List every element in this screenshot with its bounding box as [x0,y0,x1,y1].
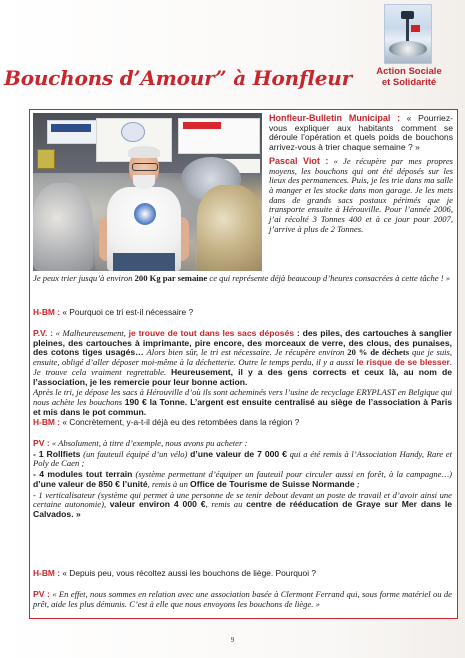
a2-t4: Alors bien sûr, le tri est nécessaire. Je récupère environ [143,347,348,358]
shrub-image [389,41,427,57]
a4-paragraph [33,590,452,609]
a2-t3: : des piles, des cartouches à sanglier pleines, des cartouches à imprimante, pire encore, des morceaux de verre, des clous, des punaises, des cotons tiges usagés… [33,328,452,358]
a3-i1a: - 1 Rollfiets [33,448,81,459]
a3-i2c: d’une valeur de 850 € l’unité [33,478,148,489]
a3-i1c: d’une valeur de 7 000 € [190,448,287,459]
a4-text: « En effet, nous sommes en relation avec une association basée à Clermont Ferrand qui, sous forme matériel ou de prêt, aide les plus démunis. C’est à elle que nous envoyons les bouchons de liège. » [33,589,452,609]
q3-paragraph [33,418,452,428]
a2-t11: 190 € la Tonne. L’argent est ensuite centralisé au siège de l’association à Paris et mis dans le pot commun. [33,396,452,417]
a3-i3c: , remis au [205,499,247,510]
shirt-print [134,203,156,225]
q2-text: « Pourquoi ce tri est-il nécessaire ? [62,307,194,317]
q4-paragraph [33,569,452,579]
a2-t7: le risque de se blesser [356,357,450,368]
a2-t2: je trouve de tout dans les sacs déposés [128,328,295,338]
banner-logo [51,124,91,132]
a1-cont-part2: ce qui représente déjà beaucoup d’heures consacrées à cette tâche ! » [207,273,451,283]
page-title: Bouchons d’Amour” à Honfleur [4,66,352,90]
a2-t6: que je suis, ensuite, obligé d’aller déposer moi-même à la déchetterie. Outre le temps perdu, il y a aussi [33,347,452,368]
photo-banner-right [178,118,260,154]
intro-continued [33,274,452,284]
a3-i3a: - 1 verticalisateur (système qui permet à une personne de se tenir debout devant un poste de travail et d’avoir ainsi une certaine autonomie), [33,489,452,510]
q3-label: H-BM : [33,417,60,427]
photo-banner-left [47,120,97,144]
intermarche-logo [183,122,221,129]
flag-icon [411,25,420,32]
a2-t8: . Je trouve cela vraiment regrettable. [33,357,452,377]
photo-beard [133,175,155,189]
page-number: 9 [230,636,235,644]
a3-i2a: - 4 modules tout terrain [33,469,133,480]
photo-hair [128,146,160,158]
section-tag [364,66,454,88]
section-badge-image [384,4,432,64]
a3-i1d: qui a été remis à l’Association Handy, Rare et Poly de Caen ; [33,448,453,469]
a3-i3d: centre de rééducation de Graye sur Mer dans le Calvados. » [33,499,452,519]
a3-i2b: (système permettant d’équiper un fauteuil pour circuler aussi en forêt, à la campagne…) [132,469,452,480]
a2-label: P.V. : [33,328,54,338]
a1-text: « Je récupère par mes propres moyens, les bouchons qui ont été déposés sur les lieux des permanences. Puis, je les trie dans ma salle à manger et les stocke dans mon garage. Je les mets dans de grands sacs postaux périmés que je transporte ensuite à Hérouville. Pour l’année 2006, j’ai récolté 3 Tonnes 400 et à ce jour pour 2007, j’arrive à plus de 2 Tonnes. [269,155,453,234]
q2-label: H-BM : [33,307,60,317]
q1-text: « Pourriez-vous expliquer aux habitants comment se déroule l’opération et quels poids de bouchons arrivez-vous à trier chaque semaine ? » [269,113,453,153]
q4-text: « Depuis peu, vous récoltez aussi les bouchons de liège. Pourquoi ? [62,568,317,578]
a3-i1b: (un fauteuil équipé d’un vélo) [80,448,191,459]
street-lamp-icon [401,11,414,19]
photo-bag [197,185,262,271]
photo-bag [33,183,93,271]
q2-paragraph [33,308,452,318]
a2-t1: « Malheureusement, [55,328,129,338]
section-tag-line1: Action Sociale [376,66,442,77]
a3-i3b: valeur environ 4 000 € [109,499,206,510]
photo-glasses [132,163,158,171]
a3-i2f: ; [354,478,360,489]
a3-label: PV : [33,438,50,448]
q3-text: « Concrètement, y-a-t-il déjà eu des retombées dans la région ? [62,417,300,427]
q1-label: Honfleur-Bulletin Municipal : [269,113,401,123]
article-box [29,109,458,619]
a2-paragraph [33,329,452,417]
a3-intro: « Absolument, à titre d’exemple, nous avons pu acheter : [51,438,248,448]
a3-i2d: , remis à un [147,478,191,489]
a1-cont-part1: Je peux trier jusqu’à environ [33,273,135,283]
a2-t10: Après le tri, je dépose les sacs à Hérouville d’où ils sont acheminés vers l’usine de recyclage ERYPLAST en Belgique qui nous achète les bouchons [33,387,452,407]
photo-sticker [37,149,55,169]
a2-t5: 20 % de déchets [347,347,410,358]
article-photo [33,113,262,271]
q4-label: H-BM : [33,568,60,578]
a1-label: Pascal Viot : [269,155,329,166]
photo-jeans [113,253,175,271]
a2-t9: Heureusement, il y a des gens corrects et ceux là, au nom de l’association, je les remercie pour leur bonne action. [33,366,452,387]
a3-paragraph [33,439,452,520]
intro-column [269,114,453,234]
a3-i2e: Office de Tourisme de Suisse Normande [190,478,355,489]
banner-emblem-icon [121,122,145,142]
a1-cont-bold: 200 Kg par semaine [134,273,208,283]
a4-label: PV : [33,589,50,599]
section-tag-line2: et Solidarité [381,77,437,88]
